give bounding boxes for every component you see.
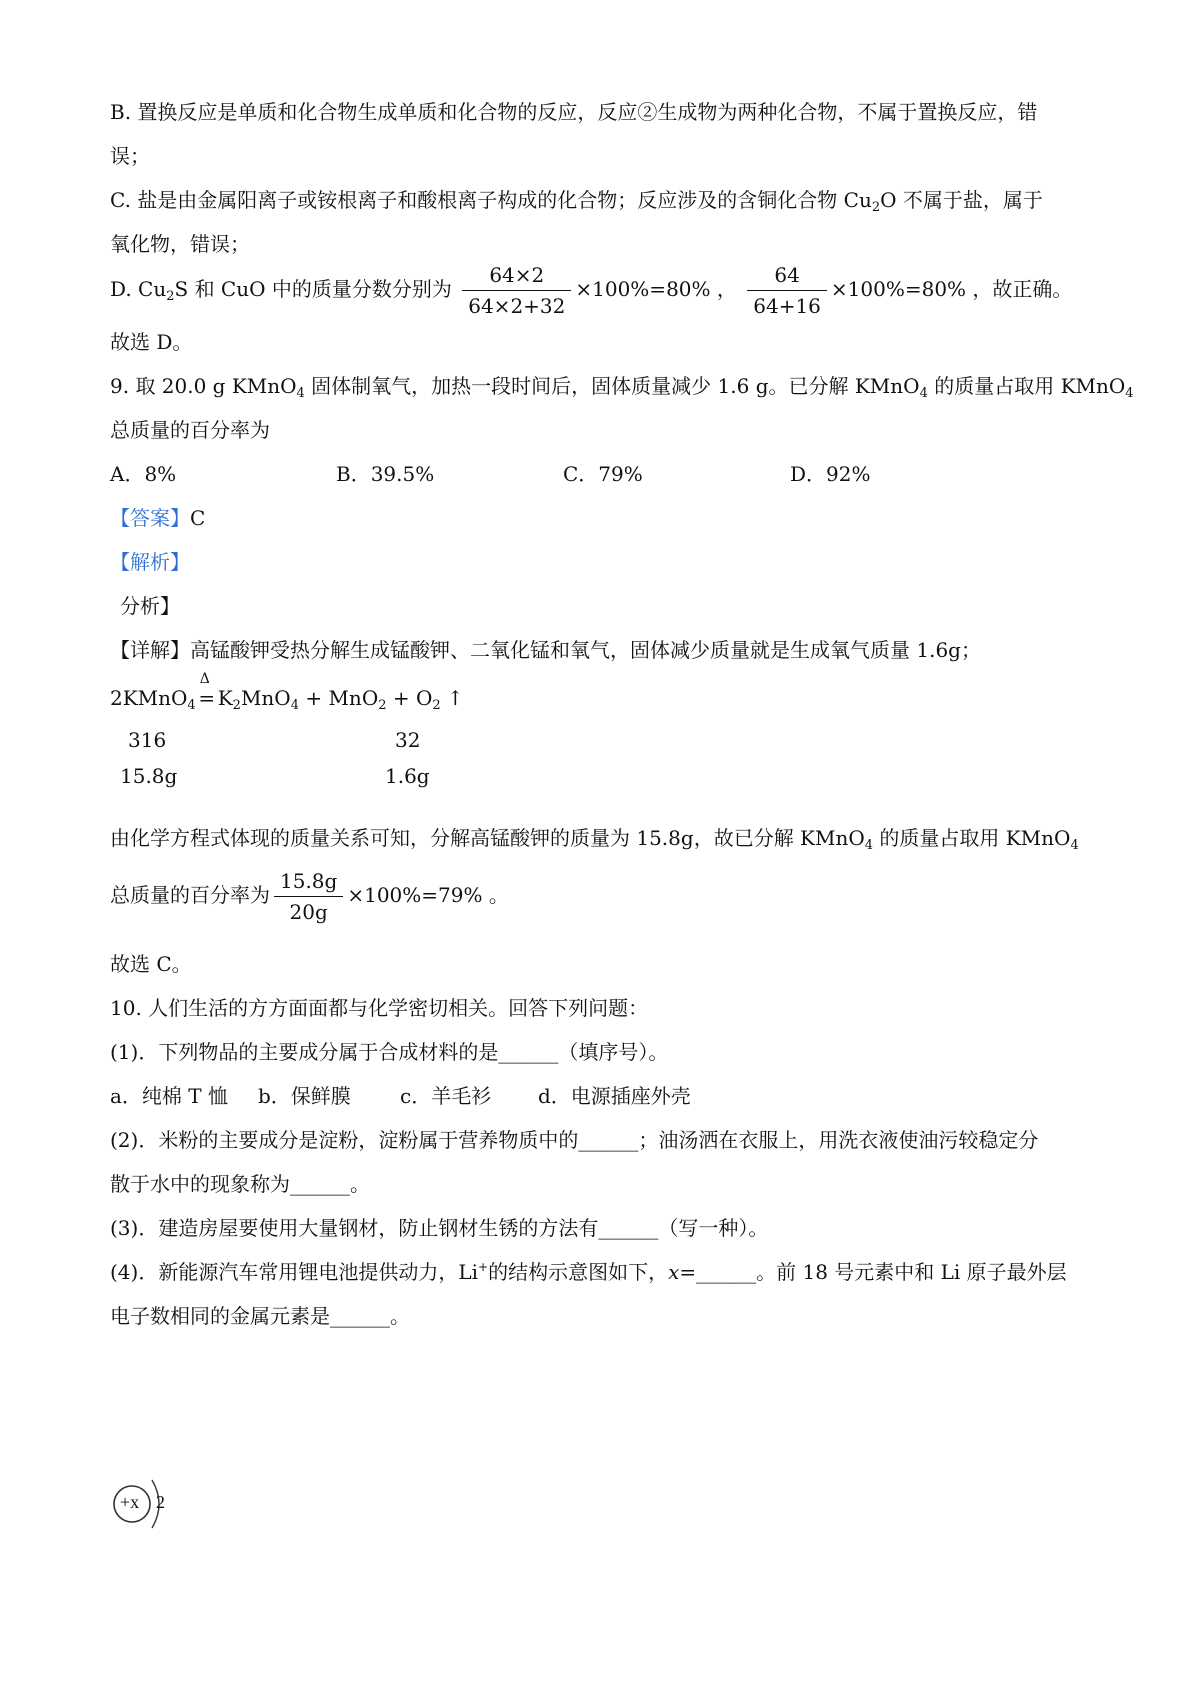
question-9-options [110,458,1095,490]
question-10-part-4-line-1: (4)．新能源汽车常用锂电池提供动力，Li+的结构示意图如下，x=______。前 18 号元素中和 Li 原子最外层 [110,1260,1067,1284]
molar-mass-o2: 32 [395,728,421,752]
answer-tag: 【答案】 [110,506,190,530]
option-d-line: D. $Cu_2S$ 和 CuO 中的质量分数分别为 $\frac{64\times 2}{64\times 2+32}$ ×100%=80% ， $\frac{64}{64+16}$ ×100%=80% ，故正确。 [110,263,1073,318]
question-9-line-1: 9. 取 20.0 g KMnO$_4$ 固体制氧气，加热一段时间后，固体质量减少 1.6 g。已分解 KMnO$_4$ 的质量占取用 KMnO$_4$ [110,374,1134,401]
analysis-tag: 【解析】 [110,550,190,574]
mass-o2: 1.6g [385,764,430,788]
detail-line: 【详解】高锰酸钾受热分解生成锰酸钾、二氧化锰和氧气，固体减少质量就是生成氧气质量 1.6g； [110,638,981,662]
fraction-percentage: $\frac{15.8g}{20g}$ [274,868,343,925]
option-b: B．39.5% [336,462,435,486]
li-ion-structure-diagram [110,1472,190,1542]
conclusion-line-2: 总质量的百分率为 $\frac{15.8g}{20g}$ ×100%=79% 。 [110,869,509,924]
mass-kmno4: 15.8g [120,764,178,788]
nucleus-charge: +x [120,1492,140,1512]
question-10-part-2-line-1: (2)．米粉的主要成分是淀粉，淀粉属于营养物质中的______；油汤洒在衣服上，用洗衣液使油污较稳定分 [110,1128,1039,1152]
question-10-stem: 10. 人们生活的方方面面都与化学密切相关。回答下列问题： [110,996,649,1020]
question-9-line-2: 总质量的百分率为 [110,418,270,442]
option-d-socket: d．电源插座外壳 [538,1084,691,1108]
answer-line [110,502,205,534]
chemical-equation: 2KMnO$_4$ Δ = $K_2MnO_4 + MnO_2 + O_2$ ↑ [110,671,464,713]
option-d: D．92% [790,462,871,486]
question-10-part-4-line-2: 电子数相同的金属元素是______。 [110,1304,410,1328]
question-10-part-2-line-2: 散于水中的现象称为______。 [110,1172,370,1196]
option-b-line-2: 误； [110,144,150,168]
fraction-cu2s: $\frac{64\times 2}{64\times 2+32}$ [462,262,571,319]
question-10-part-1: (1)．下列物品的主要成分属于合成材料的是______（填序号）。 [110,1040,669,1064]
fraction-cuo: $\frac{64}{64+16}$ [747,262,827,319]
question-10-part-1-options [110,1080,1095,1112]
option-c: C．79% [563,462,643,486]
option-c-wool: c．羊毛衫 [400,1084,492,1108]
heating-equals-sign: Δ = [198,671,216,710]
answer-value: C [190,506,206,530]
question-10-part-3: (3)．建造房屋要使用大量钢材，防止钢材生锈的方法有______（写一种）。 [110,1216,769,1240]
option-a-cotton: a．纯棉 T 恤 [110,1084,228,1108]
option-b-film: b．保鲜膜 [258,1084,351,1108]
option-c-line-1: C. 盐是由金属阳离子或铵根离子和酸根离子构成的化合物；反应涉及的含铜化合物 $Cu_2O$ 不属于盐，属于 [110,188,1043,215]
analysis-subtag: 分析】 [120,594,180,618]
choose-c-line: 故选 C。 [110,952,192,976]
conclusion-line-1: 由化学方程式体现的质量关系可知，分解高锰酸钾的质量为 15.8g，故已分解 KMnO$_4$ 的质量占取用 KMnO$_4$ [110,826,1079,853]
option-a: A．8% [110,462,177,486]
molar-mass-kmno4: 316 [128,728,167,752]
shell-electron-count: 2 [156,1492,165,1512]
option-b-line-1: B. 置换反应是单质和化合物生成单质和化合物的反应，反应②生成物为两种化合物，不属于置换反应，错 [110,100,1038,124]
option-c-line-2: 氧化物，错误； [110,232,250,256]
choose-d-line: 故选 D。 [110,330,193,354]
